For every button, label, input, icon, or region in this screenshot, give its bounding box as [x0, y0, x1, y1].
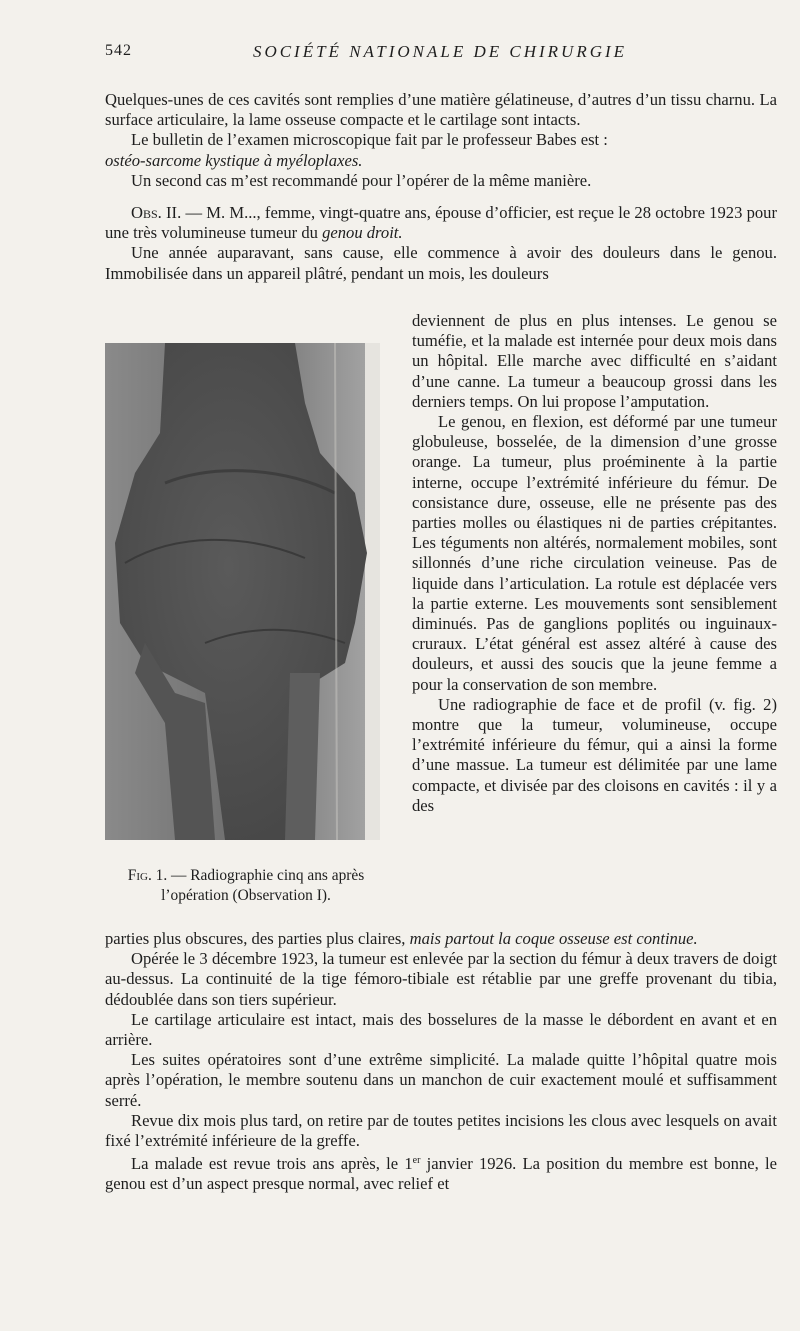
- running-header: [105, 42, 775, 66]
- paragraph-cartilage: Le cartilage articulaire est intact, mais des bosselures de la masse le débordent en avant et en arrière.: [105, 1009, 777, 1050]
- obs2-intro: — M. M..., femme, vingt-quatre ans, épouse d’officier, est reçue le 28 octobre 1923 pour une très volumineuse tumeur du: [105, 203, 777, 243]
- figure-caption: [100, 866, 392, 906]
- followup-before: La malade est revue trois ans après, le 1: [131, 1154, 413, 1174]
- obs2-italic: genou droit.: [322, 223, 403, 243]
- radiograph-image: [105, 343, 380, 840]
- continuation-plain: parties plus obscures, des parties plus claires,: [105, 929, 410, 948]
- paragraph-followup: [105, 1151, 777, 1194]
- bottom-text-block: [105, 929, 777, 1195]
- obs2-label: Obs. II.: [131, 203, 182, 223]
- page-number: 542: [105, 42, 132, 59]
- paragraph-postop: Les suites opératoires sont d’une extrême simplicité. La malade quitte l’hôpital quatre mois après l’opération, le membre soutenu dans un manchon de cuir exactement moulé et suffisamment serré.: [105, 1050, 777, 1110]
- figure-caption-text: — Radiographie cinq ans après l’opération (Observation I).: [161, 867, 365, 904]
- paragraph-exam: Le genou, en flexion, est déformé par une tumeur globuleuse, bosselée, de la dimension d’une grosse orange. La tumeur, plus proéminente à la partie interne, occupe l’extrémité inférieure du fémur. De consistance dure, osseuse, elle ne présente pas des parties molles ou élastiques ni de parties crépitantes. Les téguments non altérés, normalement mobiles, sont sillonnés d’une riche circulation veineuse. Pas de liquide dans l’articulation. La rotule est déplacée vers la partie externe. Les mouvements sont sensiblement diminués. Pas de ganglions poplités ou inguinaux-cruraux. L’état général est assez altéré à cause des douleurs, et aussi des soucis que la jeune femme a pour la conservation de son membre.: [412, 412, 777, 694]
- bulletin-lead: Le bulletin de l’examen microscopique fait par le professeur Babes est :: [131, 130, 608, 150]
- top-text-block: [105, 90, 777, 284]
- paragraph-obs2: [105, 203, 777, 243]
- continuation-italic: mais partout la coque osseuse est continue.: [409, 929, 698, 948]
- followup-sup: er: [412, 1155, 421, 1167]
- paragraph-history: Une année auparavant, sans cause, elle commence à avoir des douleurs dans le genou. Immobilisée dans un appareil plâtré, pendant un mois, les douleurs: [105, 243, 777, 283]
- radiograph-figure: [105, 343, 380, 840]
- paragraph-symptoms: deviennent de plus en plus intenses. Le genou se tuméfie, et la malade est internée pour deux mois dans un hôpital. Elle marche avec difficulté en s’aidant d’une canne. La tumeur a beaucoup grossi dans les derniers temps. On lui propose l’amputation.: [412, 311, 777, 411]
- paragraph-review: Revue dix mois plus tard, on retire par de toutes petites incisions les clous avec lesquels on avait fixé l’extrémité inférieure de la greffe.: [105, 1110, 777, 1151]
- bulletin-diagnosis: ostéo-sarcome kystique à myéloplaxes.: [105, 150, 363, 170]
- paragraph-bulletin: [105, 130, 777, 170]
- running-title: SOCIÉTÉ NATIONALE DE CHIRURGIE: [252, 42, 628, 61]
- paragraph-continuation: [105, 929, 777, 949]
- wrapped-text-column: [412, 311, 777, 816]
- paragraph-radiograph: Une radiographie de face et de profil (v. fig. 2) montre que la tumeur, volumineuse, occupe l’extrémité inférieure du fémur, qui a ainsi la forme d’une massue. La tumeur est délimitée par une lame compacte, et divisée par des cloisons en cavités : il y a des: [412, 694, 777, 815]
- paragraph-cavities: Quelques-unes de ces cavités sont remplies d’une matière gélatineuse, d’autres d’un tissu charnu. La surface articulaire, la lame osseuse compacte et le cartilage sont intacts.: [105, 90, 777, 130]
- paragraph-operation: Opérée le 3 décembre 1923, la tumeur est enlevée par la section du fémur à deux travers de doigt au-dessus. La continuité de la tige fémoro-tibiale est rétablie par une greffe provenant du tibia, dédoublée dans son tiers supérieur.: [105, 949, 777, 1009]
- figure-label: Fig. 1.: [127, 867, 168, 884]
- followup-after: janvier 1926. La position du membre est bonne, le genou est d’un aspect presque normal, avec relief et: [105, 1154, 777, 1194]
- paragraph-second-case: Un second cas m’est recommandé pour l’opérer de la même manière.: [131, 170, 592, 190]
